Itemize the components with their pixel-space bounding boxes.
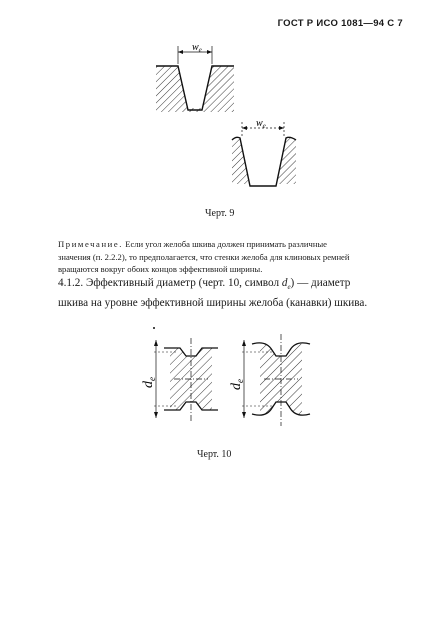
diameter-label-left: $d_e$ <box>141 377 157 388</box>
figure-9-lower-groove <box>222 114 312 194</box>
paragraph-line-1: 4.1.2. Эффективный диаметр (черт. 10, символ $d_e$) — диаметр <box>58 277 351 292</box>
width-label-fig9-upper: $w_e$ <box>192 42 202 54</box>
page-header: ГОСТ Р ИСО 1081—94 С 7 <box>277 18 403 29</box>
width-label-fig9-lower: $w_e$ <box>256 118 266 130</box>
pulley-section-left <box>141 327 218 422</box>
diameter-symbol: $d_e$ <box>281 277 291 292</box>
note-lead: Примечание. <box>58 239 124 249</box>
figure-9-caption: Черт. 9 <box>205 208 235 219</box>
note-line-3: вращаются вокруг обоих концов эффективной ширины. <box>58 264 263 274</box>
figure-10-pulley-sections <box>140 318 330 440</box>
paragraph-line-2: шкива на уровне эффективной ширины желоба (канавки) шкива. <box>58 297 368 310</box>
note-paragraph <box>58 238 398 276</box>
note-line-1: Примечание. Если угол желоба шкива должен принимать различные <box>58 239 328 249</box>
diameter-label-right: $d_e$ <box>229 379 245 390</box>
paragraph-4-1-2 <box>58 275 408 311</box>
note-line-2: значения (п. 2.2.2), то предполагается, что стенки желоба для клиновых ремней <box>58 251 350 262</box>
pulley-section-right <box>229 334 310 426</box>
figure-10-caption: Черт. 10 <box>197 449 232 460</box>
